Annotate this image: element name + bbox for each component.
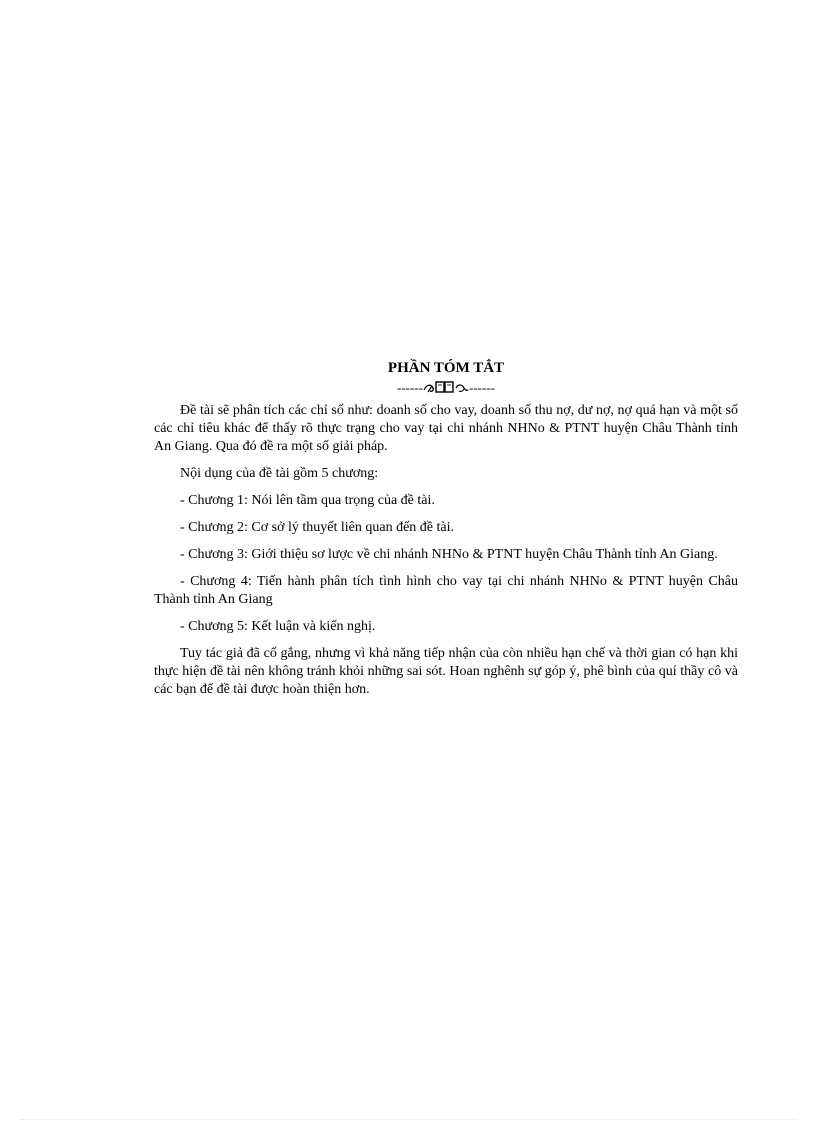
ornament-right-dashes: ------	[469, 380, 495, 395]
chapter-item-3: - Chương 3: Giới thiệu sơ lược về chi nhánh NHNo & PTNT huyện Châu Thành tỉnh An Giang.	[180, 547, 718, 562]
book-flourish-icon	[423, 380, 469, 394]
chapter-item-2: - Chương 2: Cơ sở lý thuyết liên quan đến đề tài.	[180, 520, 454, 535]
chapter-item-4: - Chương 4: Tiến hành phân tích tình hình cho vay tại chi nhánh NHNo & PTNT huyện Châu Thành tỉnh An Giang	[154, 574, 738, 607]
page-title: PHẦN TÓM TẮT	[387, 360, 505, 376]
page-bottom-divider	[20, 1119, 796, 1120]
chapter-item-5: - Chương 5: Kết luận và kiến nghị.	[180, 619, 376, 634]
ornament-left-dashes: ------	[397, 380, 423, 395]
title-ornament	[154, 380, 738, 396]
intro-paragraph: Đề tài sẽ phân tích các chỉ số như: doanh số cho vay, doanh số thu nợ, dư nợ, nợ quá hạn và một số các chỉ tiêu khác để thấy rõ thực trạng cho vay tại chi nhánh NHNo & PTNT huyện Châu Thành tỉnh An Giang. Qua đó đề ra một số giải pháp.	[154, 403, 738, 454]
content-intro: Nội dụng của đề tài gồm 5 chương:	[180, 466, 379, 481]
chapter-item-1: - Chương 1: Nói lên tầm qua trọng của đề tài.	[180, 493, 435, 508]
summary-section	[154, 358, 738, 708]
closing-paragraph: Tuy tác giả đã cố gắng, nhưng vì khả năng tiếp nhận của còn nhiều hạn chế và thời gian có hạn khi thực hiện đề tài nên không tránh khỏi những sai sót. Hoan nghênh sự góp ý, phê bình của quí thầy cô và các bạn để đề tài được hoàn thiện hơn.	[154, 646, 738, 697]
